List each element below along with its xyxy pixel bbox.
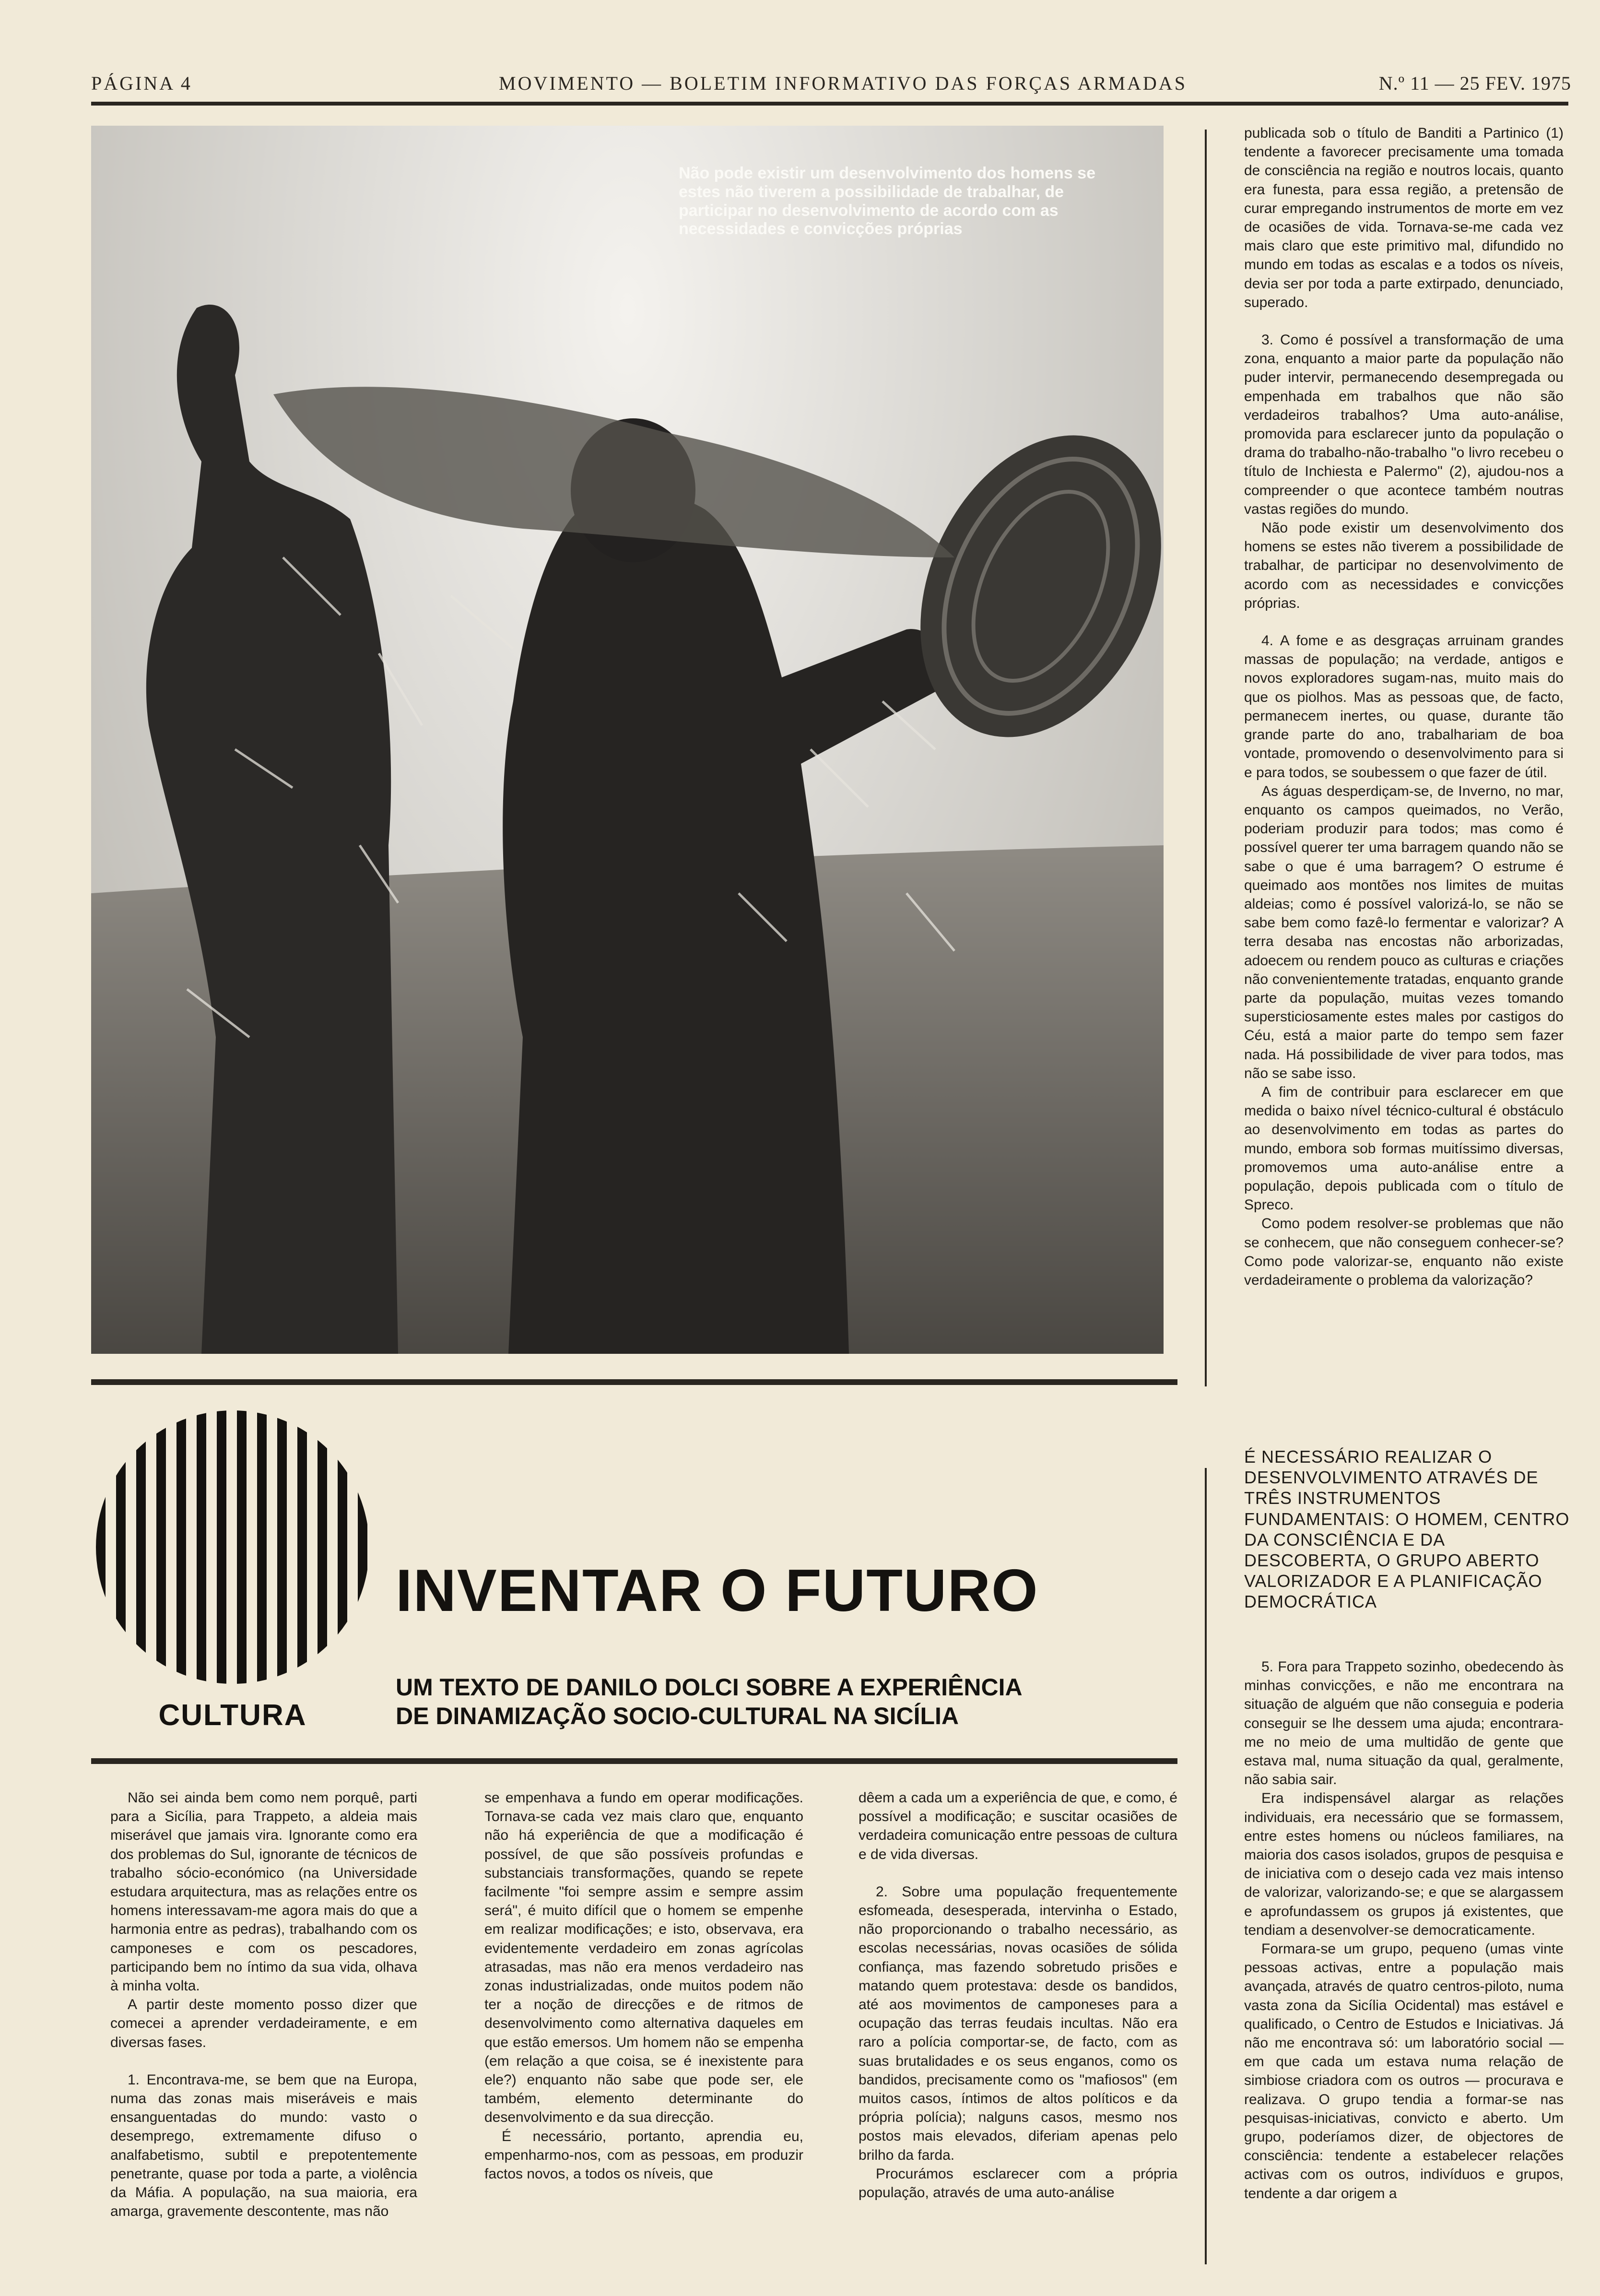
photo-caption: Não pode existir um desenvolvimento dos homens se estes não tiverem a possibilidade de trabalhar, de participar no desenvolvimento de acordo com as necessidades e convicções próprias [679,164,1096,238]
article-paragraph: Formara-se um grupo, pequeno (umas vinte pessoas activas, entre a população mais avançada, através de quatro centros-piloto, numa vasta zona da Sicília Ocidental) mas estável e qualificado, o Centro de Estudos e Iniciativas. Já não me encontrava só: um laboratório social — em que cada um estava numa relação de simbiose criadora com os outros — procurava e realizava. O grupo tendia a formar-se nas pesquisas-iniciativas, convicto e aberto. Um grupo, poderíamos dizer, de objectores de consciência: tendente a estabelecer relações activas com os outros, indivíduos e grupos, tendente a dar origem a [1244,1941,1564,2201]
article-paragraph: Como podem resolver-se problemas que não se conhecem, que não conseguem conhecer-se? Como pode valorizar-se, enquanto não existe verdadeiramente o problema da valorização? [1244,1216,1564,1288]
publication-title: MOVIMENTO — BOLETIM INFORMATIVO DAS FORÇAS ARMADAS [499,72,1187,94]
article-paragraph: 5. Fora para Trappeto sozinho, obedecendo às minhas convicções, e não me encontrara na situação de alguém que não conseguia e poderia conseguir se lhe dessem uma ajuda; encontrara-me no meio de uma multidão de gente que estava mal, numa situação da qual, geralmente, não sabia sair. [1244,1659,1564,1788]
article-paragraph: 3. Como é possível a transformação de uma zona, enquanto a maior parte da população não puder intervir, permanecendo desempregada ou empenhada em trabalhos que não são verdadeiros trabalhos? Uma auto-análise, promovida para esclarecer junto da população o drama do trabalho-não-trabalho "o livro recebeu o título de Inchiesta e Palermo" (2), ajudou-nos a compreender o que acontece também noutras vastas regiões do mundo. [1244,332,1564,517]
photo-figures [91,126,1164,1354]
right-section-heading: É NECESSÁRIO REALIZAR O DESENVOLVIMENTO ATRAVÉS DE TRÊS INSTRUMENTOS FUNDAMENTAIS: O HOMEM, CENTRO DA CONSCIÊNCIA E DA DESCOBERTA, O GRUPO ABERTO VALORIZADOR E A PLANIFICAÇÃO DEMOCRÁTICA [1244,1447,1570,1612]
column-rule-top [1205,130,1207,1386]
article-paragraph: Era indispensável alargar as relações individuais, era necessário que se formassem, entre estes homens ou núcleos familiares, na maioria dos casos isolados, grupos de pesquisa e de iniciativa com o desejo cada vez mais intenso de valorizar, valorizando-se; e que se alargassem e aprofundassem os grupos já existentes, que tendiam a desenvolver-se democraticamente. [1244,1790,1564,1938]
article-paragraph: As águas desperdiçam-se, de Inverno, no mar, enquanto os campos queimados, no Verão, poderiam produzir para todos; mas como é possível querer ter uma barragem quando não se sabe o que é uma barragem? O estrume é queimado aos montões nos limites de muitas aldeias; como é possível valorizá-lo, se não se sabe bem como fazê-lo fermentar e valorizar? A terra desaba nas encostas não arborizadas, adoecem ou rendem pouco as culturas e criações não convenientemente tratadas, enquanto grande parte da população, muitas vezes tomando supersticiosamente estes males por castigos do Céu, está a maior parte do tempo sem fazer nada. Há possibilidade de viver para todos, mas não se sabe isso. [1244,783,1564,1081]
article-paragraph: publicada sob o título de Banditi a Partinico (1) tendente a favorecer precisamente uma tomada de consciência na região e noutros locais, quanto era funesta, para essa região, a pretensão de curar empregando instrumentos de morte em vez de ocasiões de vida. Tornava-se-me cada vez mais claro que este primitivo mal, difundido no mundo em todas as escalas e a todos os níveis, devia ser por toda a parte extirpado, denunciado, superado. [1244,125,1564,310]
article-paragraph: 2. Sobre uma população frequentemente esfomeada, desesperada, intervinha o Estado, não proporcionando o trabalho necessário, as escolas necessárias, novas ocasiões de sólida confiança, mas fazendo sobretudo prisões e matando quem protestava: desde os bandidos, até aos movimentos de camponeses para a ocupação das terras feudais incultas. Não era raro a polícia comportar-se, de facto, com as suas brutalidades e os seus enganos, como os bandidos, precisamente como os "mafiosos" (em muitos casos, íntimos de altos políticos e da própria polícia); nalguns casos, mesmo nos postos mais elevados, diferiam apenas pelo brilho da farda. [859,1883,1177,2163]
article-paragraph: 4. A fome e as desgraças arruinam grandes massas de população; na verdade, antigos e novos exploradores sugam-nas, muito mais do que os piolhos. Mas as pessoas que, de facto, permanecem inertes, ou quase, durante tão grande parte do ano, trabalhariam de boa vontade, promovendo o desenvolvimento para si e para todos, se soubessem o que fazer de útil. [1244,633,1564,781]
article-title: INVENTAR O FUTURO [396,1558,1039,1624]
page-label: PÁGINA 4 [91,72,192,94]
body-rule [91,1758,1177,1764]
article-paragraph: A fim de contribuir para esclarecer em que medida o baixo nível técnico-cultural é obstáculo ao desenvolvimento em todas as partes do mundo, embora sob formas muitíssimo diversas, promovemos uma auto-análise entre a população, depois publicada com o título de Spreco. [1244,1084,1564,1213]
column-rule-bottom [1205,1468,1207,2264]
bottom-column-2 [484,1788,803,2183]
right-column-bottom [1244,1657,1564,2203]
bottom-column-1 [110,1788,417,2221]
article-subtitle-line2: DE DINAMIZAÇÃO SOCIO-CULTURAL NA SICÍLIA [396,1703,959,1729]
section-label: CULTURA [158,1699,307,1732]
article-paragraph: Não sei ainda bem como nem porquê, parti para a Sicília, para Trappeto, a aldeia mais miserável que jamais vira. Ignorante como era dos problemas do Sul, ignorante de técnicos de trabalho sócio-económico (na Universidade estudara arquitectura, mas as relações entre os homens interessavam-me agora mais do que a harmonia entre as pedras), trabalhando com os camponeses e com os pescadores, participando bem no íntimo da sua vida, olhava à minha volta. [110,1790,417,1994]
right-column-top [1244,124,1564,1290]
article-paragraph: É necessário, portanto, aprendia eu, empenharmo-nos, com as pessoas, em produzir factos novos, a todos os níveis, que [484,2128,803,2182]
article-paragraph: A partir deste momento posso dizer que comecei a aprender verdadeiramente, e em diversas fases. [110,1997,417,2050]
section-rule [91,1379,1177,1385]
article-subtitle-line1: UM TEXTO DE DANILO DOLCI SOBRE A EXPERIÊNCIA [396,1674,1023,1701]
header-rule [91,102,1568,106]
article-paragraph: Não pode existir um desenvolvimento dos homens se estes não tiverem a possibilidade de trabalhar, de participar no desenvolvimento de acordo com as necessidades e convicções próprias. [1244,520,1564,611]
bottom-column-3 [859,1788,1177,2202]
article-paragraph: dêem a cada um a experiência de que, e como, é possível a modificação; e suscitar ocasiões de verdadeira comunicação entre pessoas de cultura e de vida diversas. [859,1790,1177,1862]
issue-number: N.º 11 — 25 FEV. 1975 [1378,72,1571,94]
article-paragraph: se empenhava a fundo em operar modificações. Tornava-se cada vez mais claro que, enquanto não há experiência de que a modificação é possível, de que são possíveis profundas e substanciais transformações, quando se repete facilmente "foi sempre assim e sempre assim será", é muito difícil que o homem se empenhe em realizar modificações; e isto, observava, era evidentemente verdadeiro em zonas agrícolas atrasadas, mas não era menos verdadeiro nas zonas industrializadas, onde muitos podem não ter a noção de direcções e de ritmos de desenvolvimento como alternativa daqueles em que estão emersos. Um homem não se empenha (em relação a que coisa, se é inexistente para ele?) enquanto não sabe que pode ser, ele também, elemento determinante do desenvolvimento e da sua direcção. [484,1790,803,2126]
cultura-barcode-circle-logo [91,1406,374,1689]
article-paragraph: Procurámos esclarecer com a própria população, através de uma auto-análise [859,2166,1177,2201]
article-paragraph: 1. Encontrava-me, se bem que na Europa, numa das zonas mais miseráveis e mais ensanguentadas do mundo: vasto o desemprego, extremamente difuso o analfabetismo, subtil e prepotentemente penetrante, quase por toda a parte, a violência da Máfia. A população, na sua maioria, era amarga, gravemente descontente, mas não [110,2071,417,2220]
hero-photo [91,126,1164,1354]
